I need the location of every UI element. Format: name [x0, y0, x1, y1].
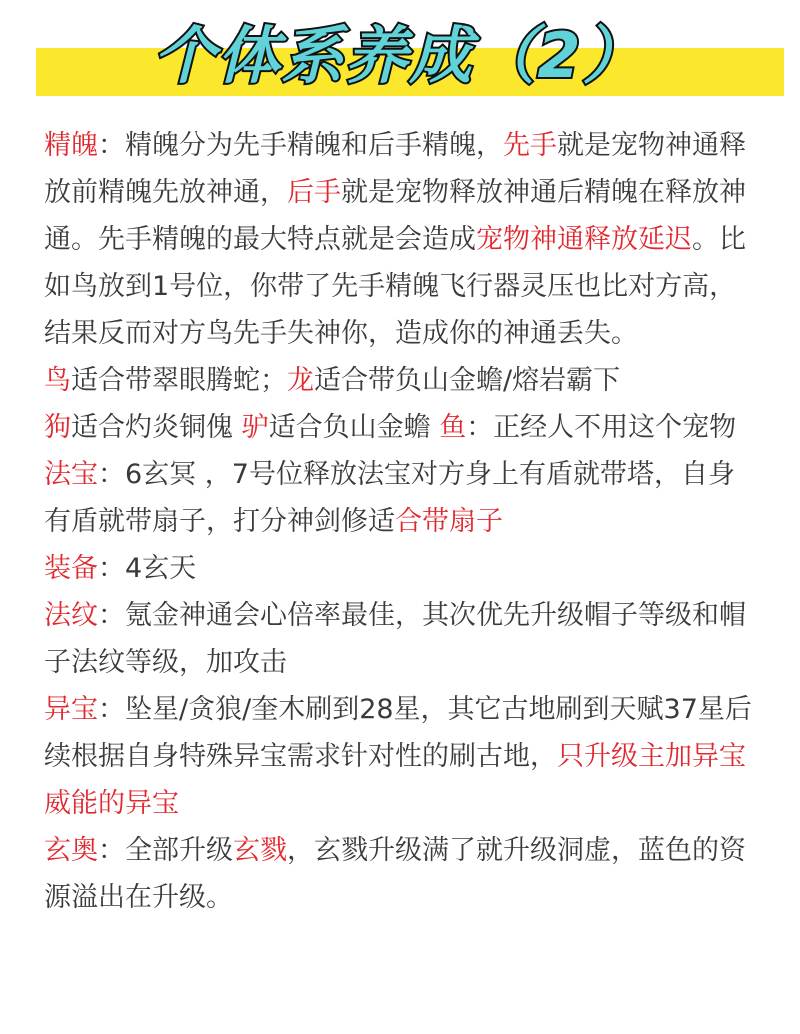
highlight-text: 后手: [287, 177, 341, 208]
highlight-text: 驴: [241, 412, 269, 443]
body-text: ：氪金神通会心倍率最佳，其次优先升级帽子等级和帽子法纹等级，加攻击: [44, 600, 746, 678]
body-text: ，玄戮升级满了就升级洞虚，蓝色的资源溢出在升级。: [44, 835, 746, 913]
highlight-text: 鸟: [44, 365, 71, 396]
paragraph: [44, 404, 756, 451]
body-text: 适合负山金蟾: [268, 412, 440, 443]
paragraph: [44, 451, 756, 545]
paragraph: [44, 592, 756, 686]
body-text: 就是宠物神通释放前精魄先放神通，: [44, 130, 746, 208]
highlight-text: 只升级主加异宝威能的异宝: [44, 741, 746, 819]
highlight-text: 龙: [287, 365, 314, 396]
body-text: ：6玄冥 ，7号位释放法宝对方身上有盾就带塔，自身有盾就带扇子，打分神剑修适: [44, 459, 735, 537]
highlight-text: 先手: [503, 130, 557, 161]
highlight-text: 狗: [44, 412, 71, 443]
highlight-text: 玄奥: [44, 835, 98, 866]
body-text: 就是宠物释放神通后精魄在释放神通。先手精魄的最大特点就是会造成: [44, 177, 746, 255]
paragraph: [44, 122, 756, 357]
paragraph: [44, 686, 756, 827]
body-text: ：精魄分为先手精魄和后手精魄，: [98, 130, 503, 161]
article-body: [44, 122, 756, 921]
highlight-text: 精魄: [44, 130, 98, 161]
body-text: 适合灼炎铜傀: [71, 412, 242, 443]
header: [0, 0, 800, 120]
paragraph: [44, 827, 756, 921]
body-text: 。比如鸟放到1号位，你带了先手精魄飞行器灵压也比对方高，结果反而对方鸟先手失神你，造成你的神通丢失。: [44, 224, 746, 349]
body-text: 适合带负山金蟾/熔岩霸下: [314, 365, 621, 396]
page-title: 个体系养成（2）: [153, 19, 647, 92]
paragraph: [44, 357, 756, 404]
highlight-text: 玄戮: [233, 835, 287, 866]
paragraph: [44, 545, 756, 592]
highlight-text: 合带扇子: [395, 506, 503, 537]
body-text: ：坠星/贪狼/奎木刷到28星，其它古地刷到天赋37星后续根据自身特殊异宝需求针对性的刷古地，: [44, 694, 752, 772]
highlight-text: 装备: [44, 553, 98, 584]
highlight-text: 法宝: [44, 459, 98, 490]
highlight-text: 宠物神通释放延迟: [476, 224, 692, 255]
highlight-text: 鱼: [439, 412, 467, 443]
highlight-text: 法纹: [44, 600, 98, 631]
highlight-text: 异宝: [44, 694, 98, 725]
body-text: ：正经人不用这个宠物: [466, 412, 737, 443]
body-text: 适合带翠眼腾蛇；: [71, 365, 287, 396]
body-text: ：全部升级: [98, 835, 233, 866]
body-text: ：4玄天: [98, 553, 197, 584]
